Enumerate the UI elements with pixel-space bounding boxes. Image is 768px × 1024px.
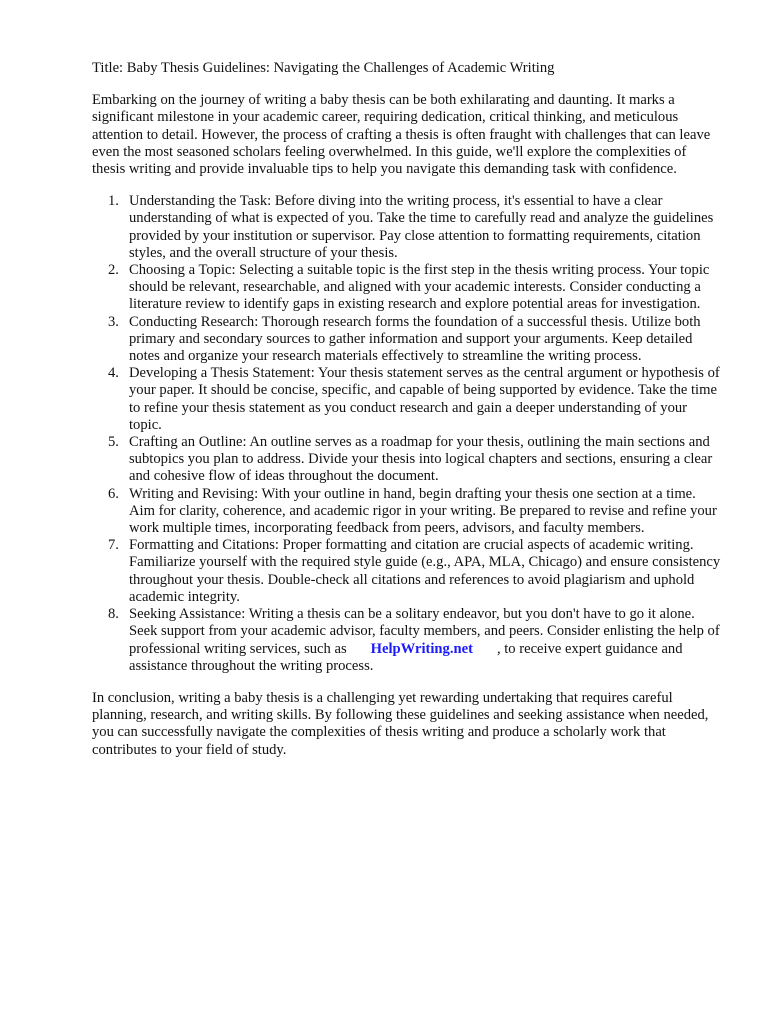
list-item-number: 2. — [108, 262, 119, 279]
list-item-text: Writing and Revising: With your outline in hand, begin drafting your thesis one section at a time. Aim for clarity, coherence, and academic rigor in your writing. Be prepared to revise and refine your work multiple times, incorporating feedback from peers, advisors, and faculty members. — [129, 485, 717, 537]
guideline-list — [92, 193, 722, 675]
conclusion-paragraph: In conclusion, writing a baby thesis is a challenging yet rewarding undertaking that requires careful planning, research, and writing skills. By following these guidelines and seeking assistance when needed, you can successfully navigate the complexities of thesis writing and produce a scholarly work that contributes to your field of study. — [92, 689, 709, 758]
list-item — [108, 537, 722, 606]
list-item-text: Seeking Assistance: Writing a thesis can be a solitary endeavor, but you don't have to go it alone. Seek support from your academic advisor, faculty members, and peers. Consider enlisting the help of professional writing services, such as — [129, 606, 720, 657]
list-item-text: Conducting Research: Thorough research forms the foundation of a successful thesis. Utilize both primary and secondary sources to gather information and support your arguments. Keep detailed notes and organize your research materials effectively to streamline the writing process. — [129, 313, 701, 365]
list-item — [108, 606, 722, 675]
list-item — [108, 193, 722, 262]
list-item-text: Developing a Thesis Statement: Your thesis statement serves as the central argument or hypothesis of your paper. It should be concise, specific, and capable of being supported by evidence. Take the time to refine your thesis statement as you conduct research and gain a deeper understanding of your topic. — [129, 365, 720, 433]
list-item — [108, 485, 722, 538]
list-item — [108, 365, 722, 434]
list-item-number: 7. — [108, 537, 119, 554]
list-item — [108, 262, 722, 314]
intro-paragraph: Embarking on the journey of writing a baby thesis can be both exhilarating and daunting. It marks a significant milestone in your academic career, requiring dedication, critical thinking, and meticulous attention to detail. However, the process of crafting a thesis is often fraught with challenges that can leave even the most seasoned scholars feeling overwhelmed. In this guide, we'll explore the complexities of thesis writing and provide invaluable tips to help you navigate this demanding task with confidence. — [92, 92, 711, 178]
list-item-text: Choosing a Topic: Selecting a suitable topic is the first step in the thesis writing process. Your topic should be relevant, researchable, and aligned with your academic interests. Consider conducting a literature review to identify gaps in existing research and explore potential areas for investigation. — [129, 262, 710, 313]
list-item-text-after: , to receive expert guidance and assistance throughout the writing process. — [129, 640, 683, 674]
list-item-number: 8. — [108, 606, 119, 623]
list-item — [108, 434, 722, 486]
helpwriting-link[interactable]: HelpWriting.net — [370, 640, 473, 657]
list-item-number: 3. — [108, 313, 119, 330]
document-title: Title: Baby Thesis Guidelines: Navigating the Challenges of Academic Writing — [92, 60, 555, 76]
list-item-text: Understanding the Task: Before diving into the writing process, it's essential to have a clear understanding of what is expected of you. Take the time to carefully read and analyze the guidelines provided by your institution or supervisor. Pay close attention to formatting requirements, citation styles, and the overall structure of your thesis. — [129, 193, 714, 261]
list-item-number: 4. — [108, 365, 119, 382]
list-item-number: 1. — [108, 193, 119, 210]
list-item-number: 6. — [108, 485, 119, 502]
list-item-number: 5. — [108, 434, 119, 451]
list-item-text: Formatting and Citations: Proper formatting and citation are crucial aspects of academic writing. Familiarize yourself with the required style guide (e.g., APA, MLA, Chicago) and ensure consistency throughout your thesis. Double-check all citations and references to avoid plagiarism and uphold academic integrity. — [129, 537, 721, 605]
list-item — [108, 313, 722, 366]
document-page — [92, 60, 722, 774]
list-item-text: Crafting an Outline: An outline serves as a roadmap for your thesis, outlining the main sections and subtopics you plan to address. Divide your thesis into logical chapters and sections, ensuring a clear and cohesive flow of ideas throughout the document. — [129, 434, 713, 485]
